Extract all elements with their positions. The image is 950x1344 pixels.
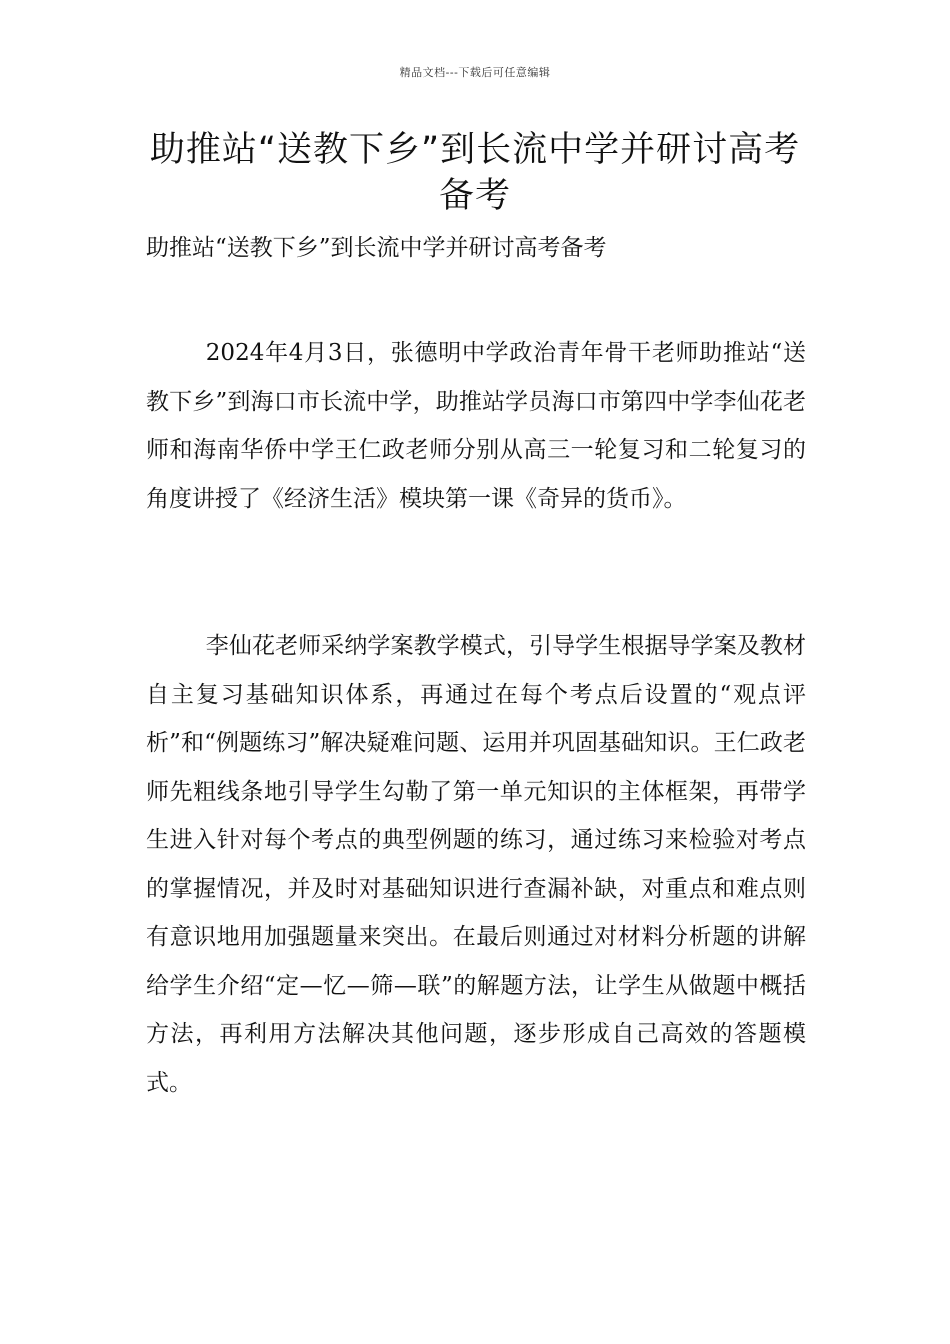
document-title: 助推站“送教下乡”到长流中学并研讨高考备考 [149,130,801,216]
page-header-watermark: 精品文档---下载后可任意编辑 [399,66,551,79]
body-paragraph: 李仙花老师采纳学案教学模式，引导学生根据导学案及教材自主复习基础知识体系，再通过在每个考点后设置的“观点评析”和“例题练习”解决疑难问题、运用并巩固基础知识。王仁政老师先粗线条地引导学生勾勒了第一单元知识的主体框架，再带学生进入针对每个考点的典型例题的练习，通过练习来检验对考点的掌握情况，并及时对基础知识进行查漏补缺，对重点和难点则有意识地用加强题量来突出。在最后则通过对材料分析题的讲解给学生介绍“定—忆—筛—联”的解题方法，让学生从做题中概括方法，再利用方法解决其他问题，逐步形成自己高效的答题模式。 [146,633,806,1096]
document-subtitle: 助推站“送教下乡”到长流中学并研讨高考备考 [146,235,607,261]
body-paragraph: 2024年4月3日，张德明中学政治青年骨干老师助推站“送教下乡”到海口市长流中学，助推站学员海口市第四中学李仙花老师和海南华侨中学王仁政老师分别从高三一轮复习和二轮复习的角度讲授了《经济生活》模块第一课《奇异的货币》。 [146,340,806,512]
